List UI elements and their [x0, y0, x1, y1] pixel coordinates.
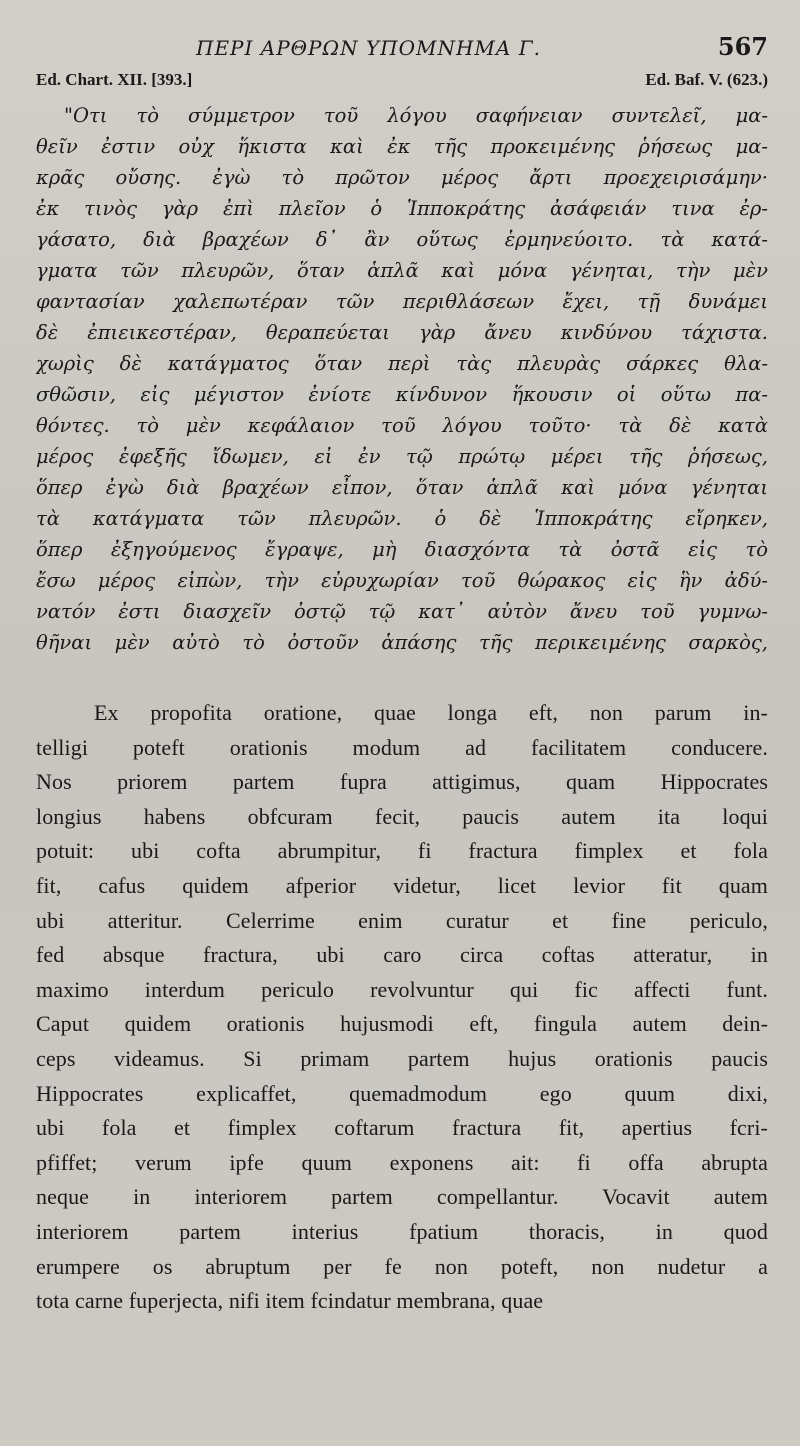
- latin-line: longius habens obfcuram fecit, paucis autem ita loqui: [36, 803, 768, 829]
- latin-line: telligi poteft orationis modum ad facilitatem conducere.: [36, 734, 768, 760]
- greek-line: δὲ ἐπιεικεστέραν, θεραπεύεται γὰρ ἄνευ κινδύνου τάχιστα.: [36, 321, 768, 344]
- latin-line: Nos priorem partem fupra attigimus, quam Hippocrates: [36, 769, 768, 795]
- latin-line: Ex propofita oratione, quae longa eft, non parum in-: [94, 700, 768, 725]
- latin-line: pfiffet; verum ipfe quum exponens ait: fi offa abrupta: [36, 1149, 768, 1175]
- edition-right: Ed. Baf. V. (623.): [645, 70, 768, 89]
- latin-line: tota carne fuperjecta, nifi item fcindatur membrana, quae: [36, 1288, 544, 1314]
- latin-line: Caput quidem orationis hujusmodi eft, fingula autem dein-: [36, 1011, 768, 1037]
- greek-line: θεῖν ἐστιν οὐχ ἥκιστα καὶ ἐκ τῆς προκειμένης ῥήσεως μα-: [36, 135, 768, 158]
- latin-text: [36, 696, 768, 1319]
- latin-line: potuit: ubi cofta abrumpitur, fi fractura fimplex et fola: [36, 838, 768, 864]
- greek-line: ἔσω μέρος εἰπὼν, τὴν εὐρυχωρίαν τοῦ θώρακος εἰς ἣν ἀδύ-: [36, 569, 768, 592]
- greek-line: σθῶσιν, εἰς μέγιστον ἐνίοτε κίνδυνον ἥκουσιν οἱ οὕτω πα-: [36, 383, 768, 406]
- page-number: 567: [717, 32, 768, 61]
- latin-line: ubi atteritur. Celerrime enim curatur et fine periculo,: [36, 907, 768, 933]
- greek-line: ὅπερ ἐγὼ διὰ βραχέων εἶπον, ὅταν ἁπλᾶ καὶ μόνα γένηται: [36, 476, 768, 499]
- greek-line: "Οτι τὸ σύμμετρον τοῦ λόγου σαφήνειαν συντελεῖ, μα-: [64, 104, 768, 127]
- latin-line: interiorem partem interius fpatium thoracis, in quod: [36, 1218, 768, 1244]
- greek-line: τὰ κατάγματα τῶν πλευρῶν. ὁ δὲ Ἱπποκράτης εἴρηκεν,: [36, 507, 768, 530]
- greek-line: μέρος ἐφεξῆς ἴδωμεν, εἰ ἐν τῷ πρώτῳ μέρει τῆς ῥήσεως,: [36, 445, 768, 468]
- latin-line: fit, cafus quidem afperior videtur, licet levior fit quam: [36, 872, 768, 898]
- latin-line: erumpere os abruptum per fe non poteft, non nudetur a: [36, 1253, 768, 1279]
- latin-line: maximo interdum periculo revolvuntur qui fic affecti funt.: [36, 976, 768, 1002]
- greek-line: θῆναι μὲν αὐτὸ τὸ ὀστοῦν ἁπάσης τῆς περικειμένης σαρκὸς,: [36, 631, 768, 654]
- greek-line: θόντες. τὸ μὲν κεφάλαιον τοῦ λόγου τοῦτο· τὰ δὲ κατὰ: [36, 414, 768, 437]
- running-head: [36, 30, 768, 70]
- edition-references: [36, 70, 768, 98]
- greek-line: γάσατο, διὰ βραχέων δ᾽ ἂν οὕτως ἑρμηνεύοιτο. τὰ κατά-: [36, 228, 768, 251]
- greek-line: ἐκ τινὸς γὰρ ἐπὶ πλεῖον ὁ Ἱπποκράτης ἀσάφειάν τινα ἐρ-: [36, 197, 768, 220]
- edition-left: Ed. Chart. XII. [393.]: [36, 70, 193, 89]
- greek-line: φαντασίαν χαλεπωτέραν τῶν περιθλάσεων ἔχει, τῇ δυνάμει: [36, 290, 768, 313]
- latin-line: fed absque fractura, ubi caro circa coftas atteratur, in: [36, 942, 768, 968]
- latin-line: Hippocrates explicaffet, quemadmodum ego quum dixi,: [36, 1080, 768, 1106]
- latin-line: ceps videamus. Si primam partem hujus orationis paucis: [36, 1045, 768, 1071]
- greek-line: γματα τῶν πλευρῶν, ὅταν ἁπλᾶ καὶ μόνα γένηται, τὴν μὲν: [36, 259, 768, 282]
- greek-line: χωρὶς δὲ κατάγματος ὅταν περὶ τὰς πλευρὰς σάρκες θλα-: [36, 352, 768, 375]
- latin-line: ubi fola et fimplex coftarum fractura fit, apertius fcri-: [36, 1115, 768, 1141]
- greek-text: [36, 100, 768, 658]
- greek-line: κρᾶς οὔσης. ἐγὼ τὸ πρῶτον μέρος ἄρτι προεχειρισάμην·: [36, 166, 768, 189]
- running-title: ΠΕΡΙ ΑΡΘΡΩΝ ΥΠΟΜΝΗΜΑ Γ.: [196, 36, 541, 60]
- latin-line: neque in interiorem partem compellantur. Vocavit autem: [36, 1184, 768, 1210]
- greek-line: νατόν ἐστι διασχεῖν ὀστῷ τῷ κατ᾽ αὐτὸν ἄνευ τοῦ γυμνω-: [36, 600, 768, 623]
- greek-line: ὅπερ ἐξηγούμενος ἔγραψε, μὴ διασχόντα τὰ ὀστᾶ εἰς τὸ: [36, 538, 768, 561]
